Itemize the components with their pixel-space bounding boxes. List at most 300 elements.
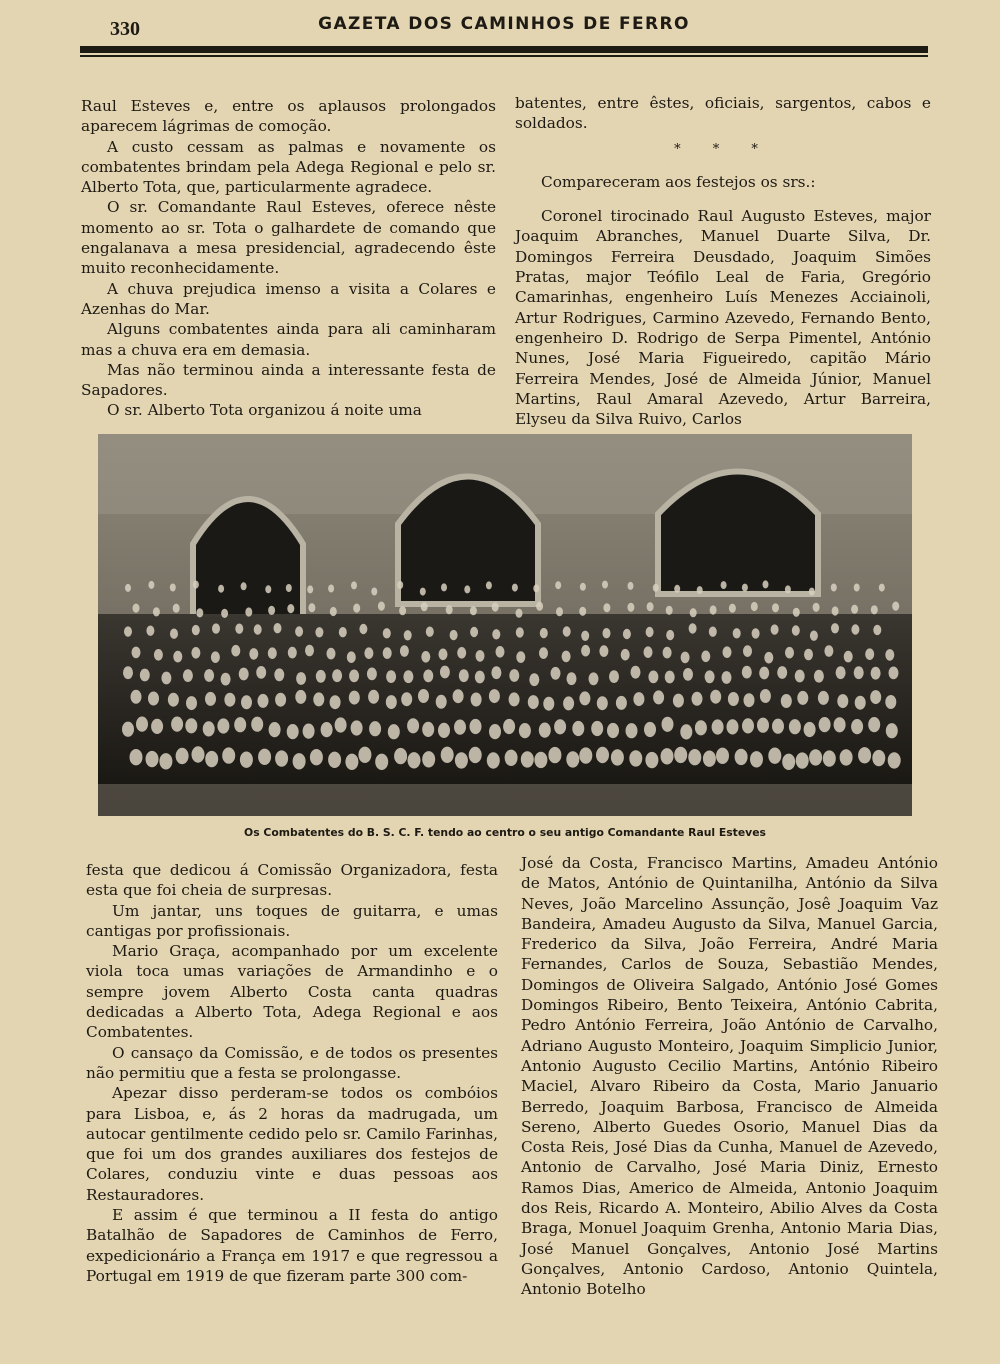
- face-mark: [349, 691, 360, 705]
- face-mark: [441, 583, 447, 591]
- face-mark: [721, 581, 727, 589]
- face-mark: [836, 666, 846, 679]
- face-mark: [555, 581, 561, 589]
- right-column-top: [515, 93, 931, 429]
- face-mark: [611, 749, 624, 765]
- face-mark: [591, 721, 603, 736]
- face-mark: [647, 602, 654, 611]
- face-mark: [353, 604, 360, 613]
- face-mark: [335, 717, 347, 732]
- paragraph: O cansaço da Comissão, e de todos os presentes não permitiu que a festa se prolongasse.: [86, 1043, 498, 1082]
- face-mark: [426, 627, 434, 637]
- face-mark: [240, 752, 253, 768]
- face-mark: [648, 671, 658, 684]
- face-mark: [153, 607, 160, 616]
- face-mark: [631, 666, 641, 679]
- face-mark: [171, 717, 183, 732]
- face-mark: [183, 669, 193, 682]
- paragraph: A custo cessam as palmas e novamente os combatentes brindam pela Adega Regional e pelo sr. Alberto Tota, que, particularmente agradece.: [81, 137, 496, 197]
- face-mark: [421, 651, 430, 663]
- face-mark: [454, 720, 466, 735]
- face-mark: [603, 603, 610, 612]
- face-mark: [375, 754, 388, 770]
- face-mark: [364, 647, 373, 659]
- face-mark: [858, 747, 871, 763]
- face-mark: [759, 667, 769, 680]
- face-mark: [768, 748, 781, 764]
- face-mark: [752, 628, 760, 638]
- face-mark: [217, 718, 229, 733]
- left-column-top: [81, 96, 496, 421]
- face-mark: [851, 624, 859, 634]
- face-mark: [742, 718, 754, 733]
- face-mark: [789, 719, 801, 734]
- face-mark: [422, 722, 434, 737]
- face-mark: [554, 719, 566, 734]
- face-mark: [148, 581, 154, 589]
- face-mark: [628, 582, 634, 590]
- face-mark: [492, 629, 500, 639]
- face-mark: [533, 584, 539, 592]
- face-mark: [471, 693, 482, 707]
- face-mark: [797, 691, 808, 705]
- journal-title: GAZETA DOS CAMINHOS DE FERRO: [318, 14, 690, 34]
- face-mark: [275, 750, 288, 766]
- face-mark: [633, 692, 644, 706]
- face-mark: [332, 669, 342, 682]
- face-mark: [470, 719, 482, 734]
- face-mark: [728, 692, 739, 706]
- face-mark: [536, 602, 543, 611]
- face-mark: [132, 647, 141, 659]
- face-mark: [196, 608, 203, 617]
- face-mark: [438, 723, 450, 738]
- face-mark: [579, 607, 586, 616]
- face-mark: [563, 626, 571, 636]
- face-mark: [873, 625, 881, 635]
- face-mark: [692, 692, 703, 706]
- face-mark: [441, 747, 454, 763]
- face-mark: [371, 588, 377, 596]
- face-mark: [476, 650, 485, 662]
- face-mark: [212, 623, 220, 633]
- attendees-intro: Compareceram aos festejos os srs.:: [541, 172, 816, 191]
- face-mark: [666, 630, 674, 640]
- face-mark: [602, 581, 608, 589]
- face-mark: [512, 584, 518, 592]
- face-mark: [168, 693, 179, 707]
- face-mark: [567, 672, 577, 685]
- face-mark: [729, 604, 736, 613]
- face-mark: [665, 671, 675, 684]
- face-mark: [239, 668, 249, 681]
- face-mark: [580, 583, 586, 591]
- face-mark: [308, 603, 315, 612]
- face-mark: [170, 629, 178, 639]
- face-mark: [690, 608, 697, 617]
- face-mark: [185, 718, 197, 733]
- face-mark: [892, 602, 899, 611]
- face-mark: [673, 694, 684, 708]
- face-mark: [735, 749, 748, 765]
- face-mark: [439, 649, 448, 661]
- face-mark: [646, 627, 654, 637]
- face-mark: [222, 747, 235, 763]
- face-mark: [596, 747, 609, 763]
- face-mark: [865, 648, 874, 660]
- face-mark: [192, 746, 205, 762]
- face-mark: [186, 696, 197, 710]
- face-mark: [674, 585, 680, 593]
- page-header: [80, 12, 928, 46]
- face-mark: [543, 697, 554, 711]
- face-mark: [885, 649, 894, 661]
- face-mark: [519, 723, 531, 738]
- face-mark: [854, 666, 864, 679]
- face-mark: [871, 667, 881, 680]
- face-mark: [627, 603, 634, 612]
- face-mark: [399, 606, 406, 615]
- face-mark: [823, 750, 836, 766]
- face-mark: [757, 718, 769, 733]
- face-mark: [407, 718, 419, 733]
- face-mark: [623, 629, 631, 639]
- face-mark: [347, 651, 356, 663]
- face-mark: [723, 646, 732, 658]
- face-mark: [733, 628, 741, 638]
- header-rule-thick: [80, 46, 928, 53]
- face-mark: [453, 689, 464, 703]
- face-mark: [831, 584, 837, 592]
- face-mark: [750, 751, 763, 767]
- face-mark: [422, 751, 435, 767]
- face-mark: [328, 752, 341, 768]
- face-mark: [131, 690, 142, 704]
- face-mark: [235, 624, 243, 634]
- face-mark: [383, 647, 392, 659]
- face-mark: [367, 668, 377, 681]
- face-mark: [269, 722, 281, 737]
- face-mark: [516, 651, 525, 663]
- face-mark: [509, 669, 519, 682]
- face-mark: [404, 630, 412, 640]
- face-mark: [450, 630, 458, 640]
- face-mark: [831, 623, 839, 633]
- face-mark: [710, 690, 721, 704]
- face-mark: [368, 690, 379, 704]
- face-mark: [832, 606, 839, 615]
- face-mark: [170, 584, 176, 592]
- face-mark: [837, 694, 848, 708]
- face-mark: [191, 647, 200, 659]
- face-mark: [809, 588, 815, 596]
- face-mark: [804, 722, 816, 737]
- paragraph: batentes, entre êstes, oficiais, sargentos, cabos e soldados.: [515, 94, 931, 133]
- face-mark: [645, 752, 658, 768]
- face-mark: [562, 651, 571, 663]
- face-mark: [626, 723, 638, 738]
- face-mark: [211, 651, 220, 663]
- face-mark: [579, 691, 590, 705]
- face-mark: [653, 690, 664, 704]
- face-mark: [674, 747, 687, 763]
- face-mark: [394, 748, 407, 764]
- face-mark: [688, 749, 701, 765]
- face-mark: [295, 626, 303, 636]
- face-mark: [771, 624, 779, 634]
- face-mark: [824, 645, 833, 657]
- face-mark: [241, 695, 252, 709]
- face-mark: [133, 604, 140, 613]
- face-mark: [763, 580, 769, 588]
- face-mark: [489, 689, 500, 703]
- face-mark: [258, 694, 269, 708]
- face-mark: [420, 588, 426, 596]
- face-mark: [286, 584, 292, 592]
- face-mark: [140, 669, 150, 682]
- face-mark: [603, 628, 611, 638]
- face-mark: [287, 724, 299, 739]
- face-mark: [663, 647, 672, 659]
- face-mark: [303, 724, 315, 739]
- face-mark: [681, 652, 690, 664]
- face-mark: [871, 605, 878, 614]
- face-mark: [621, 649, 630, 661]
- face-mark: [204, 669, 214, 682]
- face-mark: [464, 585, 470, 593]
- face-mark: [176, 748, 189, 764]
- face-mark: [351, 581, 357, 589]
- face-mark: [475, 671, 485, 684]
- face-mark: [872, 750, 885, 766]
- face-mark: [870, 690, 881, 704]
- face-mark: [221, 609, 228, 618]
- face-mark: [701, 651, 710, 663]
- face-mark: [457, 647, 466, 659]
- face-mark: [563, 696, 574, 710]
- face-mark: [161, 672, 171, 685]
- face-mark: [705, 670, 715, 683]
- face-mark: [492, 602, 499, 611]
- face-mark: [539, 723, 551, 738]
- face-mark: [349, 670, 359, 683]
- face-mark: [459, 669, 469, 682]
- face-mark: [844, 651, 853, 663]
- face-mark: [154, 649, 163, 661]
- face-mark: [796, 752, 809, 768]
- face-mark: [782, 754, 795, 770]
- face-mark: [446, 605, 453, 614]
- face-mark: [316, 670, 326, 683]
- face-mark: [607, 723, 619, 738]
- face-mark: [644, 646, 653, 658]
- face-mark: [810, 631, 818, 641]
- face-mark: [359, 624, 367, 634]
- paragraph: Alguns combatentes ainda para ali caminharam mas a chuva era em demasia.: [81, 320, 496, 359]
- face-mark: [330, 695, 341, 709]
- face-mark: [310, 749, 323, 765]
- face-mark: [534, 752, 547, 768]
- face-mark: [423, 670, 433, 683]
- face-mark: [254, 624, 262, 634]
- face-mark: [218, 585, 224, 593]
- face-mark: [834, 717, 846, 732]
- face-mark: [599, 645, 608, 657]
- face-mark: [305, 645, 314, 657]
- face-mark: [851, 719, 863, 734]
- face-mark: [695, 720, 707, 735]
- face-mark: [486, 581, 492, 589]
- face-mark: [221, 673, 231, 686]
- face-mark: [609, 670, 619, 683]
- face-mark: [814, 670, 824, 683]
- face-mark: [744, 693, 755, 707]
- face-mark: [760, 689, 771, 703]
- face-mark: [509, 692, 520, 706]
- face-mark: [274, 668, 284, 681]
- face-mark: [386, 695, 397, 709]
- face-mark: [148, 692, 159, 706]
- face-mark: [470, 627, 478, 637]
- face-mark: [629, 750, 642, 766]
- right-column-bottom: [521, 853, 938, 1300]
- face-mark: [388, 724, 400, 739]
- face-mark: [548, 747, 561, 763]
- face-mark: [785, 647, 794, 659]
- face-mark: [245, 607, 252, 616]
- page-number: 330: [110, 18, 140, 40]
- face-mark: [274, 623, 282, 633]
- face-mark: [616, 696, 627, 710]
- face-mark: [889, 667, 899, 680]
- face-mark: [313, 692, 324, 706]
- face-mark: [159, 753, 172, 769]
- face-mark: [231, 645, 240, 657]
- face-mark: [516, 609, 523, 618]
- face-mark: [529, 673, 539, 686]
- face-mark: [234, 717, 246, 732]
- face-mark: [809, 749, 822, 765]
- face-mark: [683, 668, 693, 681]
- face-mark: [205, 692, 216, 706]
- face-mark: [496, 646, 505, 658]
- face-mark: [722, 671, 732, 684]
- paragraph: Apezar disso perderam-se todos os combóios para Lisboa, e, ás 2 horas da madrugada, um autocar gentilmente cedido pelo sr. Camilo Farinhas, que foi um dos grandes auxiliares dos festejos de Colares, conduziu vinte e duas pessoas aos Restauradores.: [86, 1084, 498, 1204]
- face-mark: [709, 627, 717, 637]
- face-mark: [251, 717, 263, 732]
- face-mark: [716, 748, 729, 764]
- face-mark: [130, 749, 143, 765]
- face-mark: [505, 750, 518, 766]
- face-mark: [400, 645, 409, 657]
- face-mark: [436, 695, 447, 709]
- face-mark: [840, 749, 853, 765]
- paragraph: E assim é que terminou a II festa do antigo Batalhão de Sapadores de Caminhos de Ferro, expedicionário a França em 1917 e que regressou a Portugal em 1919 de que fizeram parte 300 com-: [86, 1206, 498, 1285]
- face-mark: [581, 645, 590, 657]
- face-mark: [662, 717, 674, 732]
- face-mark: [123, 666, 133, 679]
- face-mark: [653, 584, 659, 592]
- face-mark: [421, 602, 428, 611]
- face-mark: [886, 723, 898, 738]
- paragraph: festa que dedicou á Comissão Organizadora, festa esta que foi cheia de surpresas.: [86, 861, 498, 900]
- face-mark: [868, 717, 880, 732]
- face-mark: [470, 606, 477, 615]
- face-mark: [287, 604, 294, 613]
- face-mark: [666, 606, 673, 615]
- face-mark: [328, 585, 334, 593]
- face-mark: [327, 648, 336, 660]
- paragraph: A chuva prejudica imenso a visita a Colares e Azenhas do Mar.: [81, 279, 496, 318]
- left-column-bottom: [86, 860, 498, 1286]
- face-mark: [330, 607, 337, 616]
- face-mark: [487, 752, 500, 768]
- face-mark: [192, 625, 200, 635]
- face-mark: [819, 717, 831, 732]
- face-mark: [710, 605, 717, 614]
- spacer: [515, 192, 931, 206]
- face-mark: [418, 689, 429, 703]
- face-mark: [680, 724, 692, 739]
- face-mark: [378, 602, 385, 611]
- face-mark: [369, 721, 381, 736]
- face-mark: [885, 695, 896, 709]
- face-mark: [307, 585, 313, 593]
- face-mark: [644, 722, 656, 737]
- face-mark: [173, 651, 182, 663]
- face-mark: [589, 672, 599, 685]
- face-mark: [339, 627, 347, 637]
- face-mark: [743, 645, 752, 657]
- face-mark: [581, 631, 589, 641]
- group-photo-illustration: [98, 434, 912, 816]
- face-mark: [268, 647, 277, 659]
- face-mark: [491, 666, 501, 679]
- photo-caption: Os Combatentes do B. S. C. F. tendo ao centro o seu antigo Comandante Raul Esteves: [244, 826, 766, 839]
- face-mark: [781, 694, 792, 708]
- face-mark: [712, 719, 724, 734]
- face-mark: [205, 751, 218, 767]
- face-mark: [345, 754, 358, 770]
- face-mark: [146, 626, 154, 636]
- face-mark: [792, 625, 800, 635]
- face-mark: [489, 724, 501, 739]
- face-mark: [572, 721, 584, 736]
- face-mark: [579, 747, 592, 763]
- face-mark: [288, 647, 297, 659]
- face-mark: [268, 606, 275, 615]
- face-mark: [854, 584, 860, 592]
- face-mark: [777, 666, 787, 679]
- face-mark: [521, 751, 534, 767]
- face-mark: [193, 581, 199, 589]
- face-mark: [403, 670, 413, 683]
- face-mark: [136, 717, 148, 732]
- face-mark: [383, 628, 391, 638]
- face-mark: [401, 692, 412, 706]
- face-mark: [556, 607, 563, 616]
- face-mark: [151, 719, 163, 734]
- face-mark: [125, 584, 131, 592]
- face-mark: [764, 652, 773, 664]
- face-mark: [351, 720, 363, 735]
- face-mark: [321, 722, 333, 737]
- face-mark: [296, 672, 306, 685]
- face-mark: [256, 666, 266, 679]
- face-mark: [265, 585, 271, 593]
- face-mark: [358, 747, 371, 763]
- face-mark: [772, 603, 779, 612]
